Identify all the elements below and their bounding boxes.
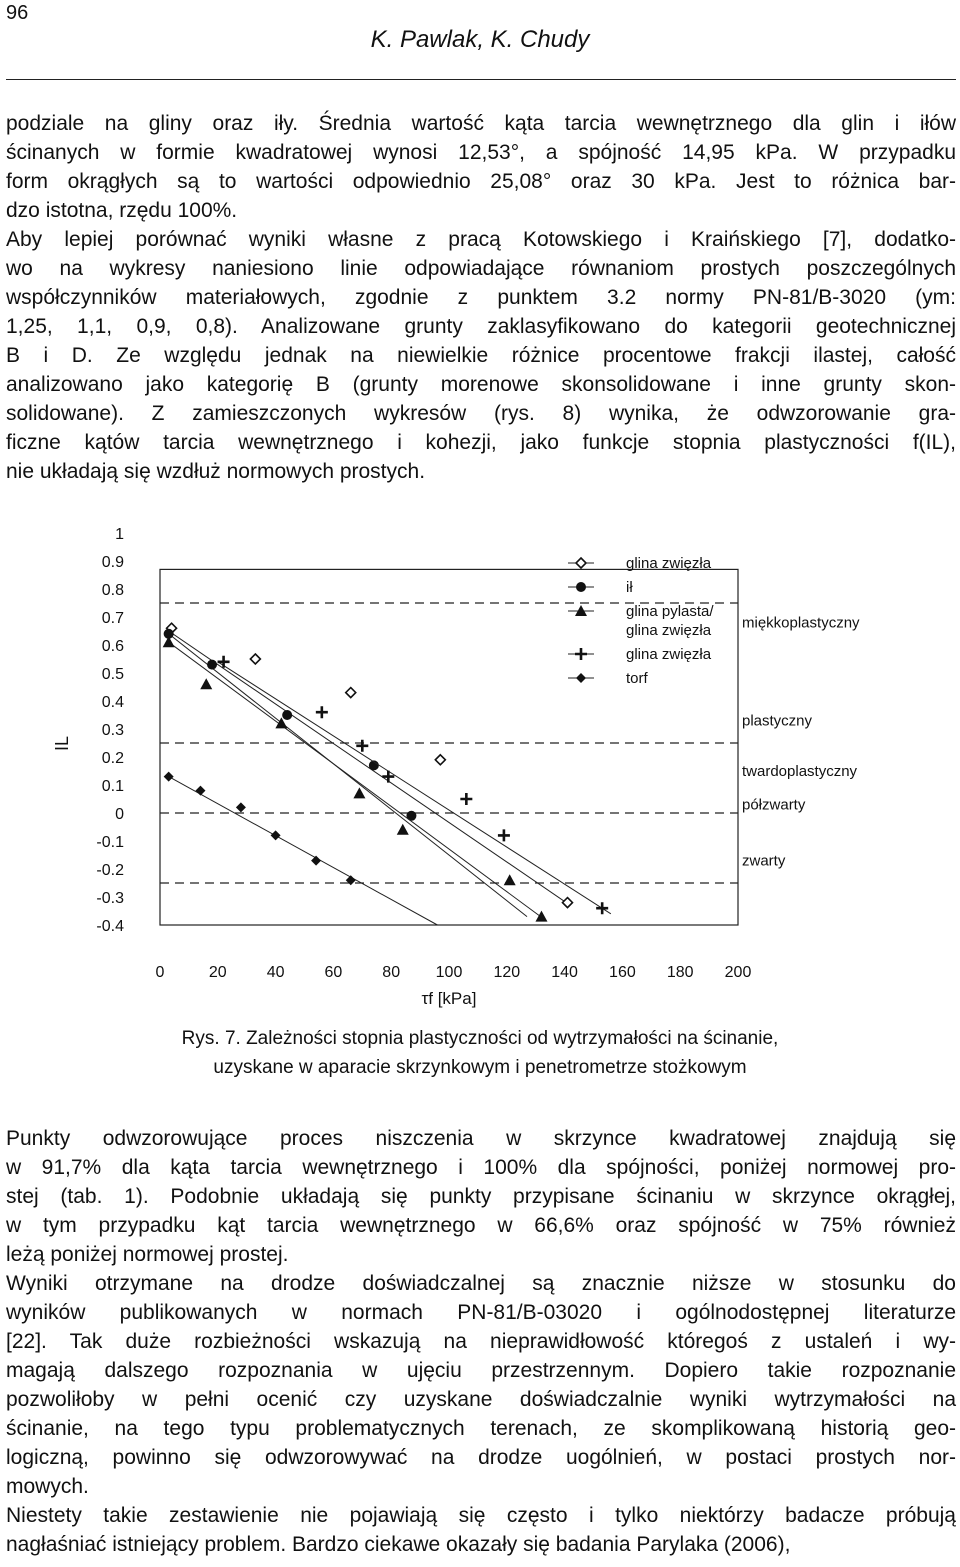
data-point-triangle (397, 824, 409, 835)
x-axis-label: τf [kPa] (421, 989, 477, 1008)
x-tick-label: 60 (324, 964, 343, 981)
zone-label: miękkoplastyczny (742, 614, 860, 632)
data-point-diamond-open (435, 755, 445, 765)
text-line: analizowano jako kategorię B (grunty morenowe skonsolidowane i inne grunty skon- (6, 373, 956, 396)
y-tick-label: 0.3 (101, 722, 124, 739)
data-point-circle (282, 710, 292, 720)
text-line: w tym przypadku kąt tarcia wewnętrznego w 66,6% oraz spójność w 75% również (6, 1214, 956, 1237)
data-point-plus (498, 829, 510, 841)
text-line: Wyniki otrzymane na drodze doświadczalnej są znacznie niższe w stosunku do (6, 1272, 956, 1295)
data-point-diamond-filled (311, 856, 321, 866)
y-axis-label: IL (52, 735, 72, 751)
zone-label: plastyczny (742, 712, 813, 730)
caption-line-1: Rys. 7. Zależności stopnia plastyczności od wytrzymałości na ścinanie, (181, 1028, 779, 1049)
x-tick-label: 0 (155, 964, 165, 981)
text-line: 1,25, 1,1, 0,9, 0,8). Analizowane grunty zaklasyfikowano do kategorii geotechnicznej (6, 315, 956, 338)
zone-label: twardoplastyczny (742, 763, 858, 780)
series-line (169, 631, 571, 905)
legend-label: torf (626, 670, 648, 687)
data-point-plus (316, 706, 328, 718)
figure-caption (0, 1024, 960, 1082)
data-point-triangle (353, 787, 365, 798)
text-line: mowych. (6, 1475, 89, 1498)
data-point-plus (460, 793, 472, 805)
header-rule (6, 79, 956, 80)
caption-line-2: uzyskane w aparacie skrzynkowym i penetrometrze stożkowym (213, 1057, 747, 1078)
body-text-bottom (6, 1124, 956, 1559)
zone-label: półzwarty (742, 796, 806, 814)
text-line: stej (tab. 1). Podobnie układają się punkty przypisane ścinaniu w skrzynce okrągłej, (6, 1185, 956, 1208)
legend-label: glina pylasta/ (626, 603, 714, 620)
text-line: ścinanych w formie kwadratowej wynosi 12,53°, a spójność 14,95 kPa. W przypadku (6, 141, 956, 164)
data-point-plus (575, 648, 587, 660)
x-tick-label: 40 (266, 964, 285, 981)
series-line (218, 662, 611, 914)
text-line: Niestety takie zestawienie nie pojawiają się często i tylko niektórzy badacze próbują (6, 1504, 956, 1527)
data-point-triangle (504, 874, 516, 885)
text-line: Punkty odwzorowujące proces niszczenia w skrzynce kwadratowej znajdują się (6, 1127, 956, 1150)
text-line: Aby lepiej porównać wyniki własne z pracą Kotowskiego i Kraińskiego [7], dodatko- (6, 228, 956, 251)
text-line: wo na wykresy naniesiono linie odpowiadające równaniom prostych poszczególnych (6, 257, 956, 280)
data-point-plus (382, 771, 394, 783)
x-tick-label: 140 (551, 964, 578, 981)
y-tick-label: -0.3 (96, 890, 124, 907)
data-point-triangle (535, 911, 547, 922)
text-line: ścinanie, na tego typu problematycznych terenach, ze skomplikowaną historią geo- (6, 1417, 956, 1440)
series-line (169, 642, 545, 919)
legend-label: ił (626, 579, 633, 596)
text-line: form okrągłych są to wartości odpowiednio 25,08° oraz 30 kPa. Jest to różnica bar- (6, 170, 956, 193)
text-line: nie układają się wzdłuż normowych prostych. (6, 460, 426, 483)
x-tick-label: 80 (382, 964, 401, 981)
y-tick-label: -0.1 (96, 834, 124, 851)
legend-label: glina zwięzła (626, 646, 712, 663)
x-tick-label: 120 (493, 964, 521, 981)
series-line (169, 777, 438, 925)
text-line: magają dalszego rozpoznania w ujęciu przestrzennym. Dopiero takie rozpoznanie (6, 1359, 956, 1382)
x-tick-label: 180 (666, 964, 694, 981)
zone-label: zwarty (742, 852, 786, 870)
data-point-diamond-filled (271, 830, 281, 840)
y-tick-label: 1 (115, 526, 124, 543)
data-point-diamond-open (576, 558, 586, 568)
data-point-diamond-open (346, 688, 356, 698)
figure-plasticity-chart (0, 515, 960, 1015)
text-line: ficzne kątów tarcia wewnętrznego i kohezji, jako funkcje stopnia plastyczności f(IL), (6, 431, 956, 454)
data-point-diamond-filled (576, 673, 586, 683)
x-tick-label: 100 (435, 964, 463, 981)
legend-label: glina zwięzła (626, 622, 712, 639)
x-tick-label: 160 (609, 964, 636, 981)
y-tick-label: 0.2 (101, 750, 124, 767)
y-tick-label: 0.8 (101, 582, 124, 599)
legend-label: glina zwięzła (626, 555, 712, 572)
text-line: B i D. Ze względu jednak na niewielkie różnice procentowe frakcji ilastej, całość (6, 344, 956, 367)
y-tick-label: -0.2 (96, 862, 124, 879)
data-point-diamond-filled (164, 772, 174, 782)
data-point-plus (356, 740, 368, 752)
data-point-diamond-filled (195, 786, 205, 796)
body-text-top (6, 109, 956, 486)
text-line: współczynników materiałowych, zgodnie z punktem 3.2 normy PN-81/B-3020 (ym: (6, 286, 956, 309)
data-point-plus (596, 902, 608, 914)
data-point-triangle (163, 636, 175, 647)
series-line (169, 634, 527, 917)
y-tick-label: 0.6 (101, 638, 124, 655)
x-tick-label: 20 (208, 964, 227, 981)
y-tick-label: 0 (115, 806, 124, 823)
text-line: podziale na gliny oraz iły. Średnia wartość kąta tarcia wewnętrznego dla glin i iłów (6, 112, 956, 135)
y-tick-label: 0.9 (101, 554, 124, 571)
text-line: leżą poniżej normowej prostej. (6, 1243, 289, 1266)
text-line: w 91,7% dla kąta tarcia wewnętrznego i 100% dla spójności, poniżej normowej pro- (6, 1156, 956, 1179)
data-point-triangle (200, 678, 212, 689)
x-tick-label: 200 (724, 964, 752, 981)
data-point-diamond-open (250, 654, 260, 664)
y-tick-label: 0.7 (101, 610, 124, 627)
data-point-diamond-open (562, 898, 572, 908)
text-line: dzo istotna, rzędu 100%. (6, 199, 238, 222)
text-line: [22]. Tak duże rozbieżności wskazują na nieprawidłowość któregoś z ustaleń i wy- (6, 1330, 956, 1353)
text-line: solidowane). Z zamieszczonych wykresów (rys. 8) wynika, że odwzorowanie gra- (6, 402, 956, 425)
text-line: pozwoliłoby w pełni ocenić czy uzyskane doświadczalnie wyniki wytrzymałości na (6, 1388, 956, 1411)
running-head: K. Pawlak, K. Chudy (370, 26, 590, 53)
data-point-diamond-filled (346, 875, 356, 885)
text-line: wyników publikowanych w normach PN-81/B-03020 i ogólnodostępnej literaturze (6, 1301, 956, 1324)
page-number: 96 (6, 2, 29, 24)
y-tick-label: 0.5 (101, 666, 124, 683)
y-tick-label: 0.4 (101, 694, 124, 711)
data-point-circle (576, 582, 586, 592)
y-tick-label: 0.1 (101, 778, 124, 795)
text-line: nagłaśniać istniejący problem. Bardzo ciekawe okazały się badania Parylaka (2006), (6, 1533, 791, 1556)
text-line: logiczną, powinno się odwzorowywać na drodze uogólnień, w postaci prostych nor- (6, 1446, 956, 1469)
data-point-circle (207, 660, 217, 670)
y-tick-label: -0.4 (96, 918, 124, 935)
data-point-diamond-filled (236, 802, 246, 812)
